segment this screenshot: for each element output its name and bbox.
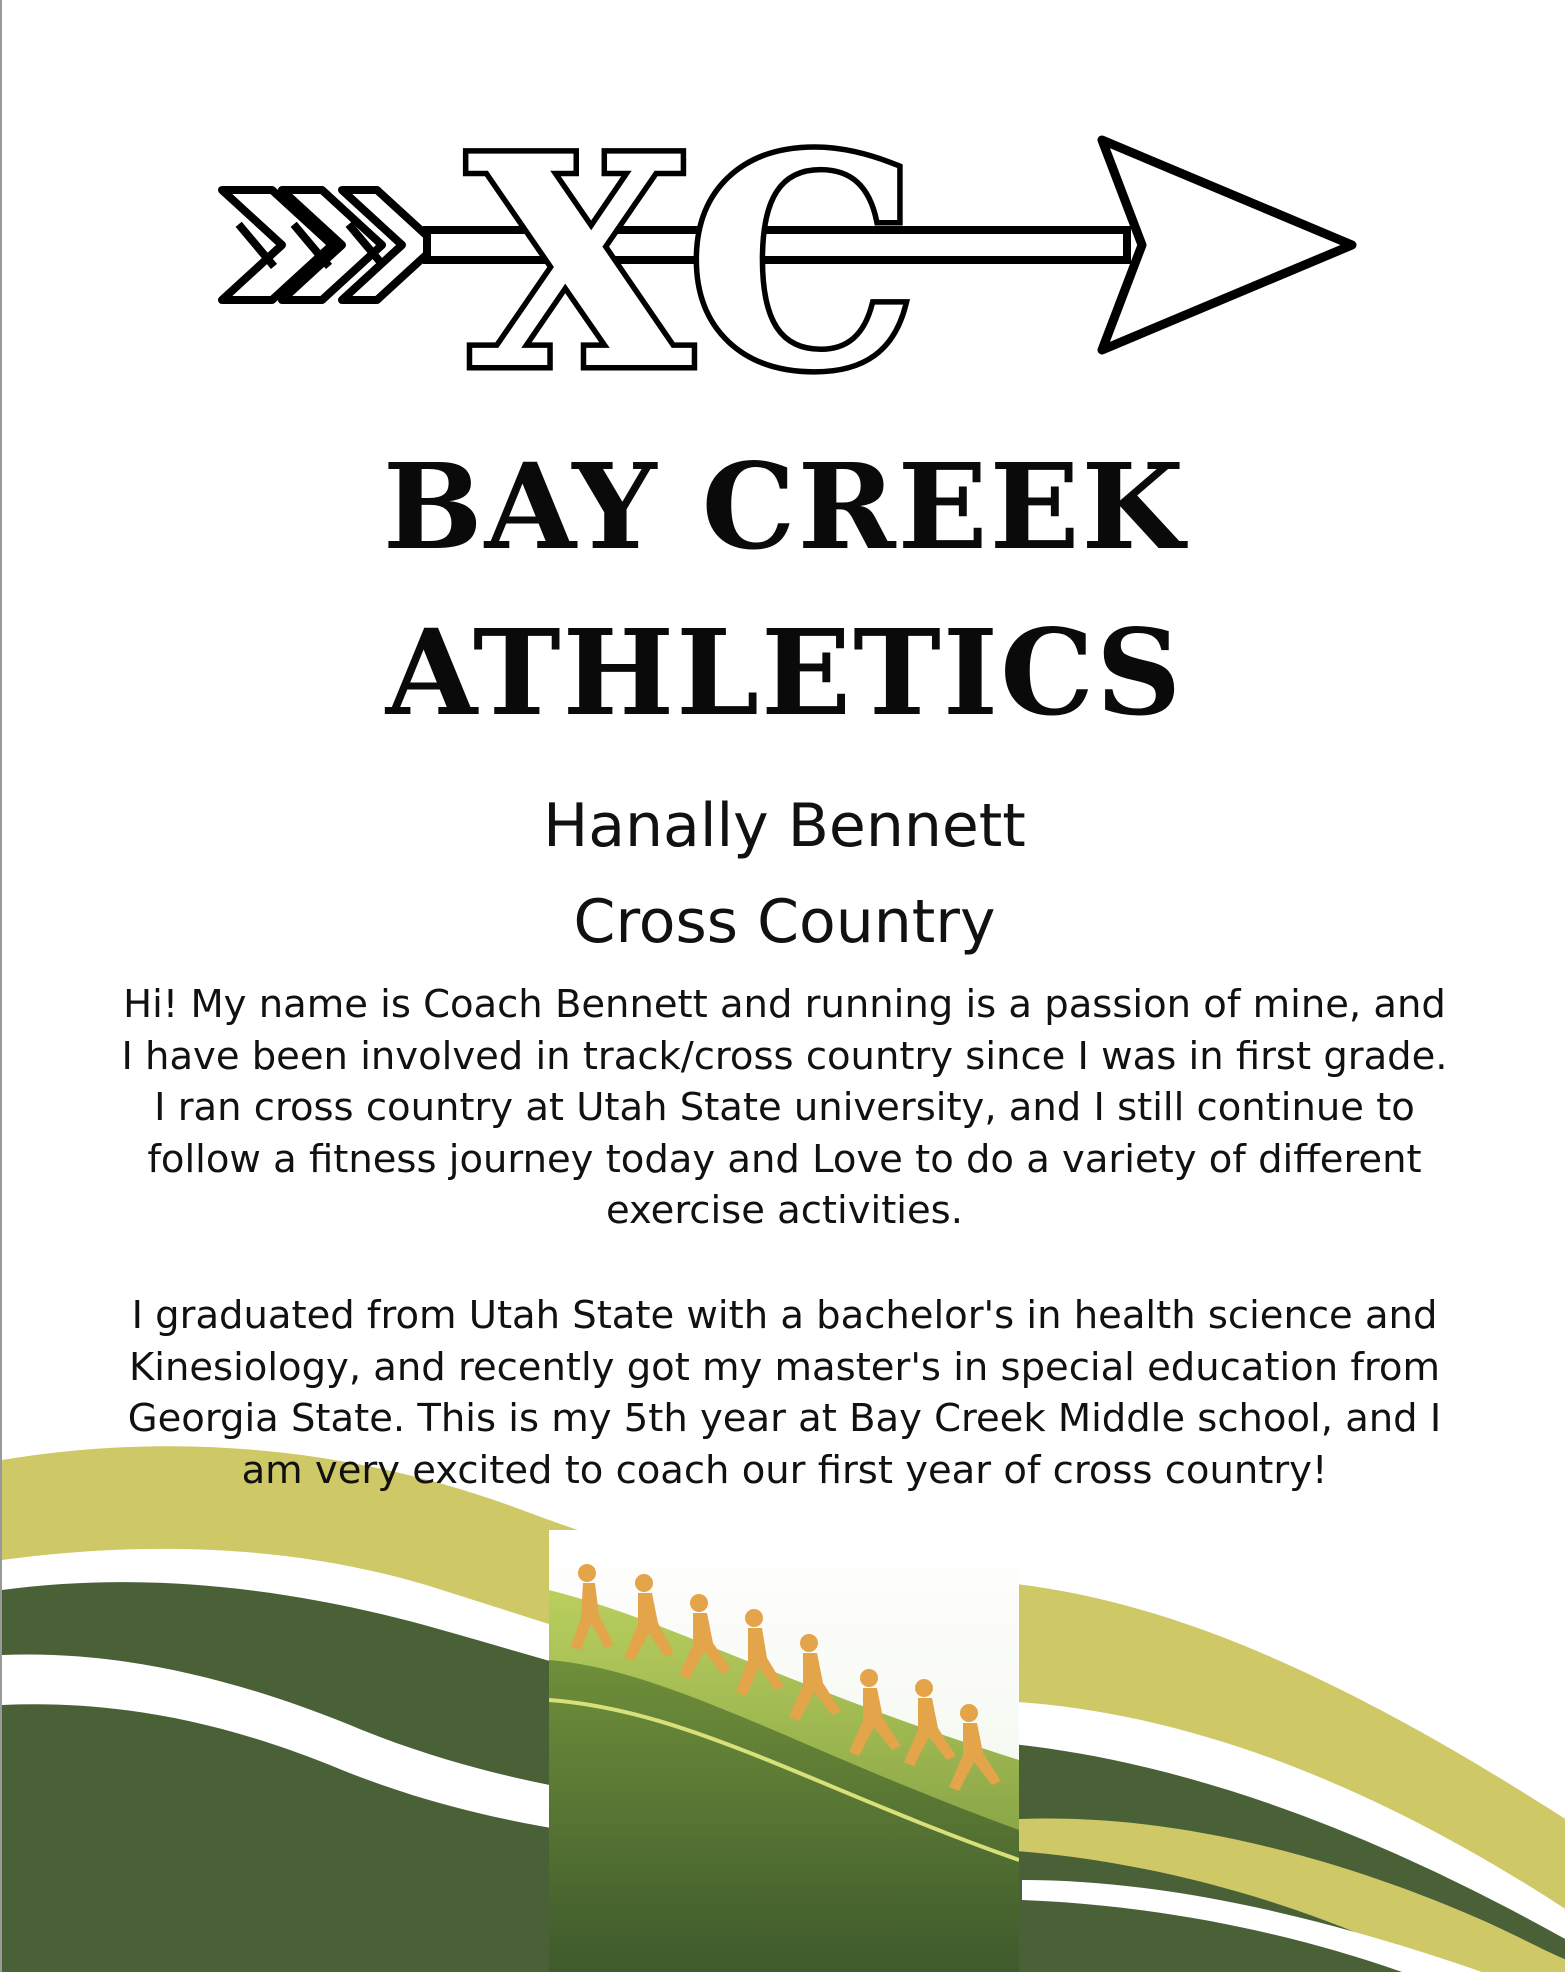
- xc-logo-text: XC: [467, 110, 918, 390]
- coach-name: Hanally Bennett: [543, 791, 1026, 861]
- bio-line: exercise activities.: [606, 1188, 963, 1233]
- bio-line: I graduated from Utah State with a bachelor's in health science and: [131, 1293, 1438, 1338]
- bio-line: I ran cross country at Utah State university, and I still continue to: [154, 1085, 1415, 1130]
- runners-illustration: [549, 1530, 1019, 1972]
- bio-line: Kinesiology, and recently got my master's in special education from: [129, 1344, 1440, 1390]
- bio-line: am very excited to coach our first year of cross country!: [241, 1447, 1328, 1493]
- bio-line: I have been involved in track/cross country since I was in first grade.: [121, 1033, 1448, 1079]
- title-line-1: BAY CREEK: [382, 437, 1187, 576]
- bio-paragraph-2: [32, 1290, 1537, 1496]
- xc-logo-letters: [467, 110, 918, 390]
- bio-line: Georgia State. This is my 5th year at Bay Creek Middle school, and I: [127, 1396, 1442, 1441]
- xc-arrow-logo: [212, 110, 1362, 390]
- bio-line: follow a fitness journey today and Love to do a variety of different: [147, 1136, 1422, 1182]
- bio-line: Hi! My name is Coach Bennett and running is a passion of mine, and: [123, 982, 1446, 1027]
- sport-name: Cross Country: [573, 887, 996, 957]
- bio-paragraph-1: [32, 979, 1537, 1237]
- title-line-2: ATHLETICS: [385, 603, 1184, 742]
- arrow-head-icon: [1102, 140, 1352, 350]
